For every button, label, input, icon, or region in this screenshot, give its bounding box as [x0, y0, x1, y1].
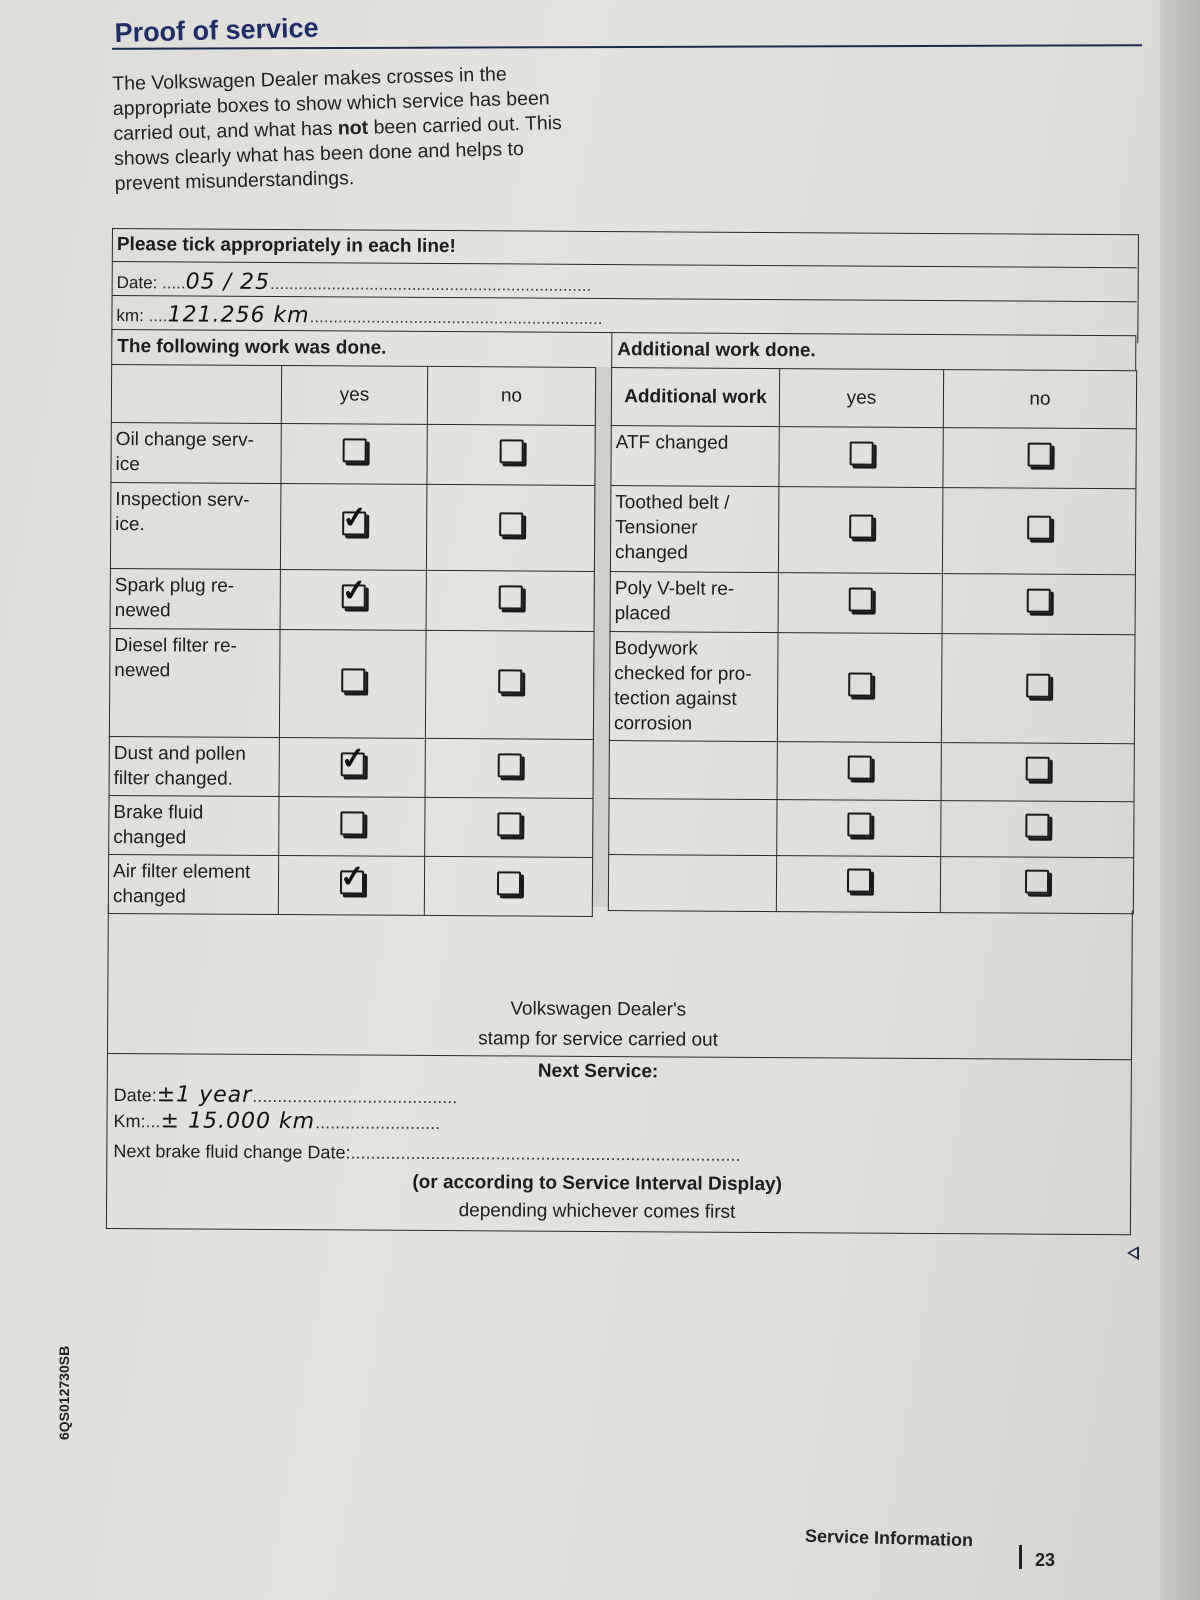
right-table-row [608, 855, 1133, 914]
left-no-cell [426, 570, 594, 631]
intro-bold: not [337, 116, 369, 140]
work-item-label: Brake fluid changed [109, 795, 279, 855]
continue-arrow-icon [1127, 1246, 1139, 1260]
work-item-label: Air filter element changed [108, 854, 278, 914]
additional-work-table [608, 367, 1137, 914]
left-header-item [111, 365, 281, 424]
next-date-label: Date: [113, 1085, 157, 1106]
left-no-cell [425, 738, 593, 798]
next-service-title: Next Service: [537, 1060, 659, 1083]
left-yes-cell [280, 570, 426, 631]
no-checkbox[interactable] [1026, 757, 1050, 781]
work-done-title: The following work was done. [111, 330, 606, 367]
left-table-row [110, 568, 594, 631]
right-table-row [610, 486, 1136, 575]
instruction-text: Please tick appropriately in each line! [116, 234, 456, 258]
yes-checkbox[interactable] [846, 868, 870, 892]
work-done-table [108, 364, 596, 917]
no-checkbox[interactable] [496, 871, 520, 895]
work-item-label: Toothed belt / Tensioner changed [610, 486, 779, 573]
no-checkbox[interactable] [1027, 516, 1051, 540]
intro-text-2: been carried out. This shows clearly what has been done and helps to prevent misunderstandings. [113, 112, 563, 195]
km-label: km: [116, 306, 144, 326]
left-yes-cell [279, 797, 425, 857]
work-item-label: Bodywork checked for pro- tection against corrosion [609, 632, 778, 742]
right-table-row [609, 632, 1135, 744]
left-table-row [109, 628, 594, 739]
no-checkbox[interactable] [498, 585, 522, 609]
stamp-label [408, 994, 788, 1056]
left-no-cell [426, 484, 595, 571]
stamp-label-line-1: Volkswagen Dealer's [510, 998, 687, 1021]
right-header-item: Additional work [611, 368, 779, 427]
yes-checkbox[interactable] [342, 438, 366, 462]
page-edge [1160, 0, 1200, 1600]
yes-checkbox[interactable] [848, 672, 872, 696]
yes-checkbox[interactable] [338, 859, 366, 894]
left-yes-cell [280, 484, 427, 571]
right-table-row [609, 799, 1134, 858]
work-item-label: Spark plug re- newed [110, 568, 280, 629]
right-yes-cell [777, 742, 941, 801]
document-code: 6QS012730SB [56, 1345, 72, 1440]
right-header-no: no [943, 370, 1136, 429]
no-checkbox[interactable] [1025, 870, 1049, 894]
no-checkbox[interactable] [1026, 673, 1050, 697]
yes-checkbox[interactable] [341, 668, 365, 692]
left-header-no: no [427, 366, 595, 425]
right-yes-cell [778, 487, 943, 574]
service-interval-note: (or according to Service Interval Display) [412, 1171, 783, 1196]
work-item-label [609, 799, 777, 856]
no-checkbox[interactable] [497, 812, 521, 836]
right-header-row [611, 368, 1136, 429]
no-checkbox[interactable] [499, 512, 523, 536]
left-table-row [109, 795, 593, 857]
left-yes-cell [279, 738, 425, 798]
right-yes-cell [776, 856, 940, 913]
dealer-stamp-area [107, 904, 1133, 1060]
work-item-label: ATF changed [611, 426, 779, 487]
right-yes-cell [777, 800, 941, 857]
left-header-row [111, 365, 595, 426]
left-table-row [111, 422, 595, 485]
left-yes-cell [281, 424, 427, 485]
yes-checkbox[interactable] [340, 500, 369, 536]
right-yes-cell [777, 633, 942, 743]
no-checkbox[interactable] [498, 669, 522, 693]
whichever-first-note: depending whichever comes first [458, 1200, 736, 1223]
work-item-label: Inspection serv- ice. [110, 482, 281, 569]
no-checkbox[interactable] [497, 753, 521, 777]
stamp-label-line-2: stamp for service carried out [478, 1028, 718, 1051]
left-table-row [110, 482, 595, 571]
km-field[interactable]: 121.256 km [167, 302, 310, 329]
date-field[interactable]: 05 / 25 [185, 269, 271, 295]
no-checkbox[interactable] [1028, 443, 1052, 467]
right-yes-cell [778, 573, 942, 634]
work-item-label: Oil change serv- ice [111, 422, 281, 483]
left-no-cell [425, 797, 593, 857]
date-label: Date: [116, 273, 158, 293]
no-checkbox[interactable] [1025, 814, 1049, 838]
additional-work-title: Additional work done. [611, 333, 1136, 370]
yes-checkbox[interactable] [849, 442, 873, 466]
right-no-cell [941, 743, 1134, 802]
right-no-cell [943, 428, 1136, 489]
work-item-label: Poly V-belt re- placed [610, 572, 778, 633]
next-date-field[interactable]: ±1 year [156, 1082, 253, 1108]
intro-paragraph [112, 60, 595, 197]
right-table-row [609, 741, 1134, 802]
work-item-label [609, 741, 777, 800]
left-table-row [109, 736, 593, 798]
right-no-cell [942, 488, 1136, 575]
yes-checkbox[interactable] [848, 588, 872, 612]
date-row: Date: .....05 / 25.................................................................... [112, 262, 1137, 302]
right-header-yes: yes [779, 369, 943, 428]
footer-divider [1019, 1545, 1022, 1569]
right-no-cell [941, 801, 1134, 858]
right-no-cell [941, 634, 1135, 744]
no-checkbox[interactable] [499, 439, 523, 463]
no-checkbox[interactable] [1027, 589, 1051, 613]
next-date-row: Date:±1 year......................................... [113, 1082, 458, 1108]
brake-fluid-label: Next brake fluid change Date: [113, 1141, 351, 1163]
yes-checkbox[interactable] [339, 573, 368, 609]
yes-checkbox[interactable] [847, 813, 871, 837]
left-header-yes: yes [281, 366, 427, 425]
service-form [106, 228, 1138, 1250]
left-no-cell [425, 630, 594, 739]
yes-checkbox[interactable] [338, 741, 367, 776]
page-number: 23 [1035, 1550, 1056, 1570]
checkmark-icon: ✓ [339, 573, 368, 609]
intro-text-1: The Volkswagen Dealer makes crosses in the appropriate boxes to show which service has been carried out, and what has [112, 63, 550, 145]
brake-fluid-row: Next brake fluid change Date:.............................................................................. [113, 1141, 741, 1165]
next-km-label: Km: [113, 1111, 146, 1132]
yes-checkbox[interactable] [340, 811, 364, 835]
checkmark-icon: ✓ [338, 859, 366, 894]
right-no-cell [940, 857, 1133, 914]
right-yes-cell [779, 427, 943, 488]
left-no-cell [427, 424, 595, 485]
work-item-label: Dust and pollen filter changed. [109, 736, 279, 796]
next-km-field[interactable]: ± 15.000 km [160, 1108, 316, 1135]
work-item-label [608, 855, 776, 912]
yes-checkbox[interactable] [847, 756, 871, 780]
right-table-row [611, 426, 1136, 489]
next-service-section [106, 1054, 1132, 1235]
right-no-cell [942, 574, 1135, 635]
page-title: Proof of service [114, 12, 319, 49]
next-km-row: Km:...± 15.000 km......................... [113, 1108, 441, 1135]
yes-checkbox[interactable] [849, 515, 873, 539]
work-item-label: Diesel filter re- newed [109, 628, 280, 737]
km-row: km: ....121.256 km.............................................................. [111, 296, 1136, 336]
checkmark-icon: ✓ [338, 741, 367, 776]
right-table-row [610, 572, 1135, 635]
left-yes-cell [279, 630, 426, 739]
footer-section-label: Service Information [804, 1525, 974, 1551]
checkmark-icon: ✓ [340, 500, 369, 536]
